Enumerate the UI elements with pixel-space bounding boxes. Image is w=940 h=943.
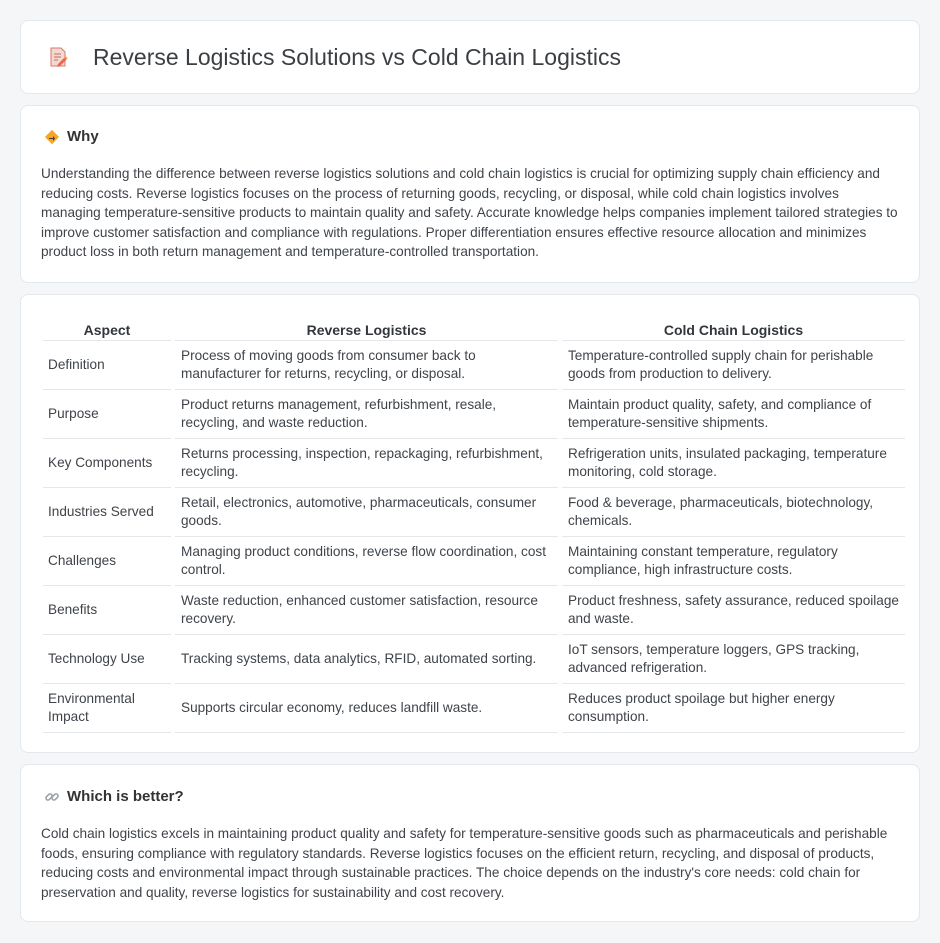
column-header-cold-chain: Cold Chain Logistics xyxy=(562,315,905,341)
link-icon xyxy=(43,788,60,805)
row-cold-chain: Product freshness, safety assurance, reduced spoilage and waste. xyxy=(562,586,905,635)
row-reverse: Tracking systems, data analytics, RFID, automated sorting. xyxy=(175,635,558,684)
row-aspect: Benefits xyxy=(43,586,171,635)
row-reverse: Waste reduction, enhanced customer satisfaction, resource recovery. xyxy=(175,586,558,635)
table-header-row xyxy=(43,315,905,341)
comparison-table xyxy=(39,315,909,733)
table-row xyxy=(43,439,905,488)
why-heading xyxy=(43,128,899,145)
row-cold-chain: Maintaining constant temperature, regulatory compliance, high infrastructure costs. xyxy=(562,537,905,586)
row-cold-chain: Food & beverage, pharmaceuticals, biotechnology, chemicals. xyxy=(562,488,905,537)
which-heading xyxy=(43,788,899,805)
table-row xyxy=(43,341,905,390)
row-reverse: Returns processing, inspection, repackaging, refurbishment, recycling. xyxy=(175,439,558,488)
row-reverse: Supports circular economy, reduces landfill waste. xyxy=(175,684,558,733)
page-title: Reverse Logistics Solutions vs Cold Chain Logistics xyxy=(93,43,621,70)
why-section xyxy=(20,105,920,283)
row-aspect: Definition xyxy=(43,341,171,390)
row-reverse: Retail, electronics, automotive, pharmaceuticals, consumer goods. xyxy=(175,488,558,537)
row-cold-chain: Refrigeration units, insulated packaging, temperature monitoring, cold storage. xyxy=(562,439,905,488)
table-row xyxy=(43,684,905,733)
row-aspect: Environmental Impact xyxy=(43,684,171,733)
row-cold-chain: Maintain product quality, safety, and compliance of temperature-sensitive shipments. xyxy=(562,390,905,439)
header-card xyxy=(20,20,920,94)
row-cold-chain: Temperature-controlled supply chain for perishable goods from production to delivery. xyxy=(562,341,905,390)
table-row xyxy=(43,635,905,684)
row-aspect: Purpose xyxy=(43,390,171,439)
comparison-section xyxy=(20,294,920,753)
column-header-aspect: Aspect xyxy=(43,315,171,341)
why-text: Understanding the difference between reverse logistics solutions and cold chain logistics is crucial for optimizing supply chain efficiency and reducing costs. Reverse logistics focuses on the process of returning goods, recycling, or disposal, while cold chain logistics involves managing temperature-sensitive products to maintain quality and safety. Accurate knowledge helps companies implement tailored strategies to improve customer satisfaction and compliance with regulations. Proper differentiation ensures effective resource allocation and minimizes product loss in both return management and temperature-controlled transportation. xyxy=(41,166,898,260)
row-aspect: Industries Served xyxy=(43,488,171,537)
why-title: Why xyxy=(67,128,99,145)
column-header-reverse: Reverse Logistics xyxy=(175,315,558,341)
row-aspect: Key Components xyxy=(43,439,171,488)
table-row xyxy=(43,537,905,586)
which-text: Cold chain logistics excels in maintaining product quality and safety for temperature-sensitive goods such as pharmaceuticals and perishable foods, ensuring compliance with regulatory standards. Reverse logistics focuses on the efficient return, recycling, and disposal of products, reducing costs and environmental impact through sustainable practices. The choice depends on the industry's core needs: cold chain for preservation and quality, reverse logistics for sustainability and cost recovery. xyxy=(41,826,888,900)
document-edit-icon xyxy=(45,44,71,70)
table-row xyxy=(43,488,905,537)
row-reverse: Process of moving goods from consumer back to manufacturer for returns, recycling, or disposal. xyxy=(175,341,558,390)
diamond-sign-icon xyxy=(43,128,60,145)
row-aspect: Technology Use xyxy=(43,635,171,684)
row-cold-chain: IoT sensors, temperature loggers, GPS tracking, advanced refrigeration. xyxy=(562,635,905,684)
row-cold-chain: Reduces product spoilage but higher energy consumption. xyxy=(562,684,905,733)
which-title: Which is better? xyxy=(67,788,184,805)
table-row xyxy=(43,586,905,635)
table-row xyxy=(43,390,905,439)
row-aspect: Challenges xyxy=(43,537,171,586)
row-reverse: Managing product conditions, reverse flow coordination, cost control. xyxy=(175,537,558,586)
row-reverse: Product returns management, refurbishment, resale, recycling, and waste reduction. xyxy=(175,390,558,439)
which-section xyxy=(20,764,920,922)
